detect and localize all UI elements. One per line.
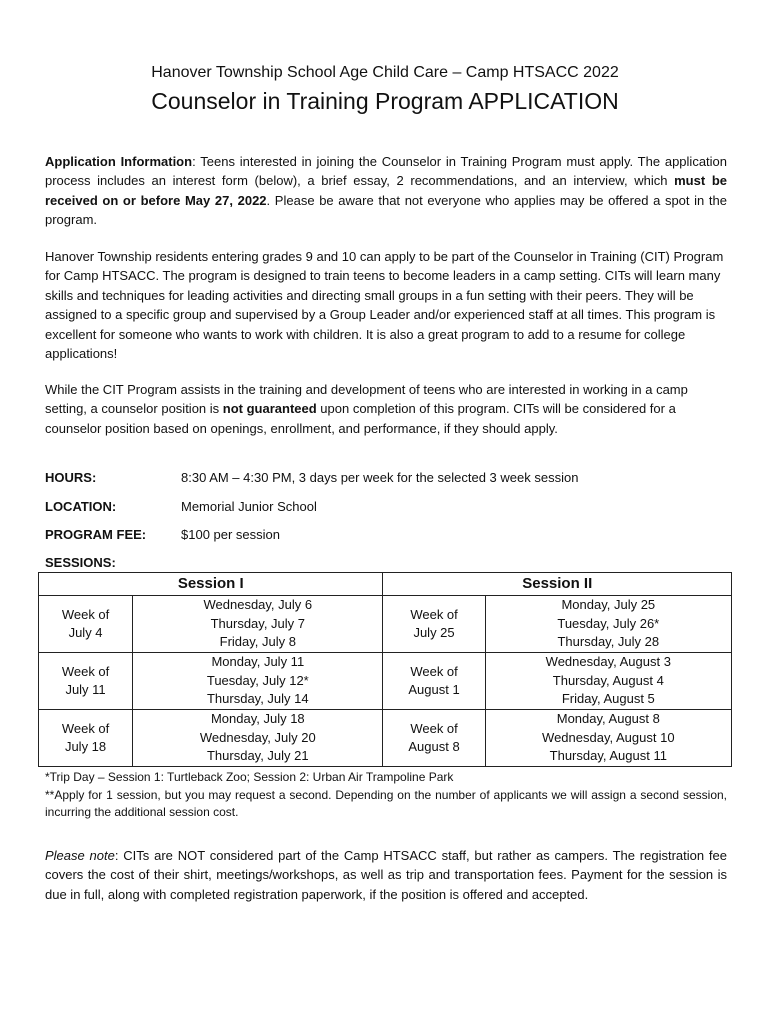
session-2-days-cell: [485, 653, 731, 710]
session-2-week-cell: [383, 710, 485, 767]
session-1-week-cell: [39, 710, 133, 767]
document-subtitle: Hanover Township School Age Child Care – Camp HTSACC 2022: [151, 64, 619, 81]
session-1-week-cell: [39, 653, 133, 710]
session-2-days-cell: [485, 596, 731, 653]
session-2-header: Session II: [383, 573, 732, 596]
table-row: [39, 710, 732, 767]
not-guaranteed-text: not guaranteed: [222, 401, 317, 417]
guarantee-text-2: upon completion of this program. CITs will be considered for a counselor position based on openings, enrollment, and performance, if they should apply.: [45, 401, 676, 436]
session-1-days-cell: [133, 653, 383, 710]
application-info-text-1: : Teens interested in joining the Counselor in Training Program must apply. The application process includes an interest form (below), a brief essay, 2 recommendations, and an interview, which: [45, 154, 728, 189]
hours-label: HOURS:: [45, 470, 97, 485]
day-item: Tuesday, July 12*: [206, 672, 309, 688]
application-deadline: must be received on or before May 27, 2022: [45, 173, 728, 208]
program-description-paragraph: Hanover Township residents entering grades 9 and 10 can apply to be part of the Counselor in Training (CIT) Program for Camp HTSACC. The program is designed to train teens to become leaders in a camp setting. CITs will learn many skills and techniques for leading activities and directing small groups in a fun setting with their peers. They will be assigned to a specific group and supervised by a Group Leader and/or experienced staff at all times. This program is excellent for someone who wants to work with children. It is also a great program to add to a resume for college applications!: [45, 249, 724, 362]
sessions-table: [38, 572, 732, 767]
session-1-header: Session I: [39, 573, 383, 596]
hours-value: 8:30 AM – 4:30 PM, 3 days per week for the selected 3 week session: [181, 470, 579, 485]
day-item: Friday, August 5: [561, 691, 655, 707]
session-2-week-cell: [383, 596, 485, 653]
day-item: Monday, July 18: [210, 711, 305, 727]
week-label: Week of: [410, 720, 458, 736]
guarantee-text-1: While the CIT Program assists in the training and development of teens who are interested in working in a camp setting, a counselor position is: [45, 382, 688, 417]
session-1-week-cell: [39, 596, 133, 653]
application-info-paragraph: [45, 152, 727, 230]
week-date: July 4: [68, 625, 103, 640]
table-row: [39, 596, 732, 653]
please-note-text: : CITs are NOT considered part of the Camp HTSACC staff, but rather as campers. The registration fee covers the cost of their shirt, meetings/workshops, as well as trip and transportation fees. Payment for the session is due in full, along with completed registration paperwork, if the position is offered and accepted.: [45, 848, 727, 902]
day-item: Wednesday, August 10: [542, 729, 675, 745]
application-info-label: Application Information: [45, 154, 193, 169]
sessions-header-row: [39, 573, 732, 596]
week-date: July 25: [413, 625, 455, 640]
week-label: Week of: [61, 606, 110, 622]
day-item: Friday, July 8: [219, 634, 296, 650]
day-item: Wednesday, July 6: [203, 597, 313, 613]
week-date: July 18: [64, 739, 107, 754]
week-label: Week of: [61, 663, 110, 679]
application-info-text-2: . Please be aware that not everyone who applies may be offered a spot in the program.: [45, 192, 728, 228]
day-item: Thursday, August 11: [549, 748, 667, 764]
please-note-paragraph: [45, 846, 727, 904]
week-date: July 11: [65, 682, 106, 697]
day-item: Thursday, July 28: [557, 634, 660, 650]
table-row: [39, 653, 732, 710]
day-item: Thursday, July 21: [206, 748, 309, 764]
day-item: Monday, August 8: [556, 711, 660, 727]
guarantee-paragraph: [45, 380, 727, 438]
program-fee-value: $100 per session: [181, 527, 281, 542]
week-label: Week of: [410, 663, 458, 679]
session-2-week-cell: [383, 653, 485, 710]
sessions-label: SESSIONS:: [45, 555, 116, 570]
day-item: Thursday, July 14: [206, 691, 309, 707]
week-label: Week of: [410, 606, 458, 622]
day-item: Monday, July 25: [561, 597, 656, 613]
day-item: Thursday, August 4: [552, 672, 664, 688]
week-date: August 1: [408, 682, 460, 697]
week-label: Week of: [61, 720, 110, 736]
session-2-days-cell: [485, 710, 731, 767]
trip-day-footnote: *Trip Day – Session 1: Turtleback Zoo; Session 2: Urban Air Trampoline Park: [45, 770, 454, 784]
apply-footnote: **Apply for 1 session, but you may request a second. Depending on the number of applicants we will assign a second session, incurring the additional session cost.: [45, 787, 727, 819]
program-fee-label: PROGRAM FEE:: [45, 527, 147, 542]
please-note-label: Please note: [45, 848, 115, 863]
session-1-days-cell: [133, 596, 383, 653]
document-title: Counselor in Training Program APPLICATION: [151, 88, 619, 114]
day-item: Monday, July 11: [211, 654, 305, 670]
session-1-days-cell: [133, 710, 383, 767]
day-item: Wednesday, August 3: [545, 654, 671, 670]
day-item: Wednesday, July 20: [199, 729, 316, 745]
day-item: Thursday, July 7: [210, 615, 306, 631]
footnotes: [45, 769, 727, 822]
day-item: Tuesday, July 26*: [557, 615, 660, 631]
week-date: August 8: [408, 739, 460, 754]
location-label: LOCATION:: [45, 499, 117, 514]
location-value: Memorial Junior School: [181, 499, 317, 514]
